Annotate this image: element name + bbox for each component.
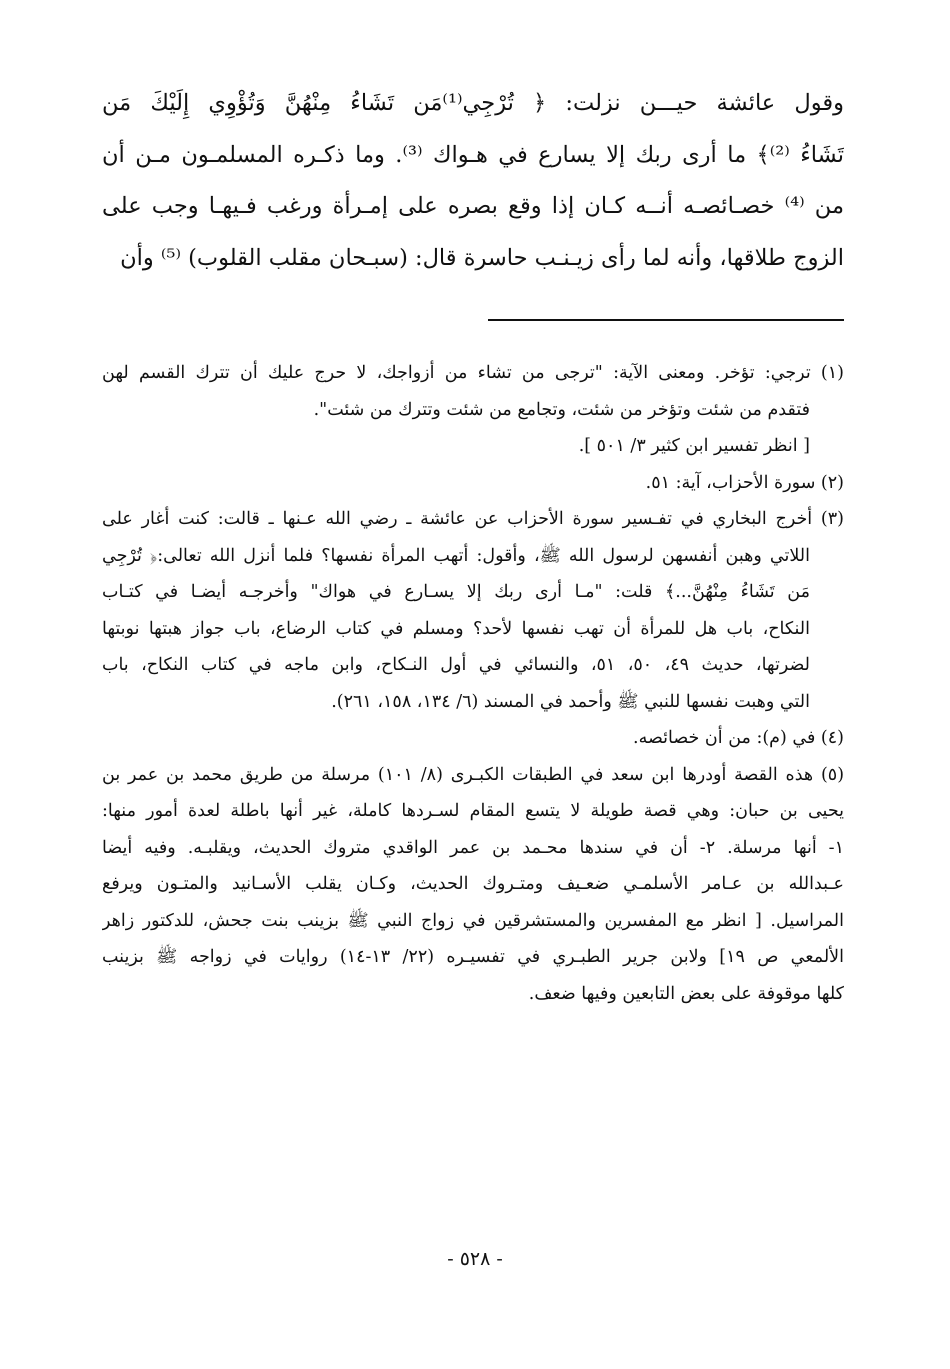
footnote-line: (٢) سورة الأحزاب، آية: ٥١. (645, 472, 844, 493)
footnote-line: (٥) هذه القصة أودرها ابن سعد في الطبقات الكبـرى (٨/ ١٠١) مرسلة من طريق محمد بن عمر بن (102, 764, 844, 785)
footnote-4 (102, 720, 844, 757)
footnote-line: يحيى بن حبان: وهي قصة طويلة لا يتسع المقام لسـردها كاملة، غير أنها باطلة لعدة أمور منها: (102, 801, 844, 821)
main-text-line: الزوج طلاقها، وأنه لما رأى زيـنـب حاسرة قال: (سبـحان مقلب القلوب) ⁽⁵⁾ وأن (120, 244, 844, 271)
footnote-3 (102, 501, 844, 720)
footnote-line: اللاتي وهبن أنفسهن لرسول الله ﷺ، وأقول: أتهب المرأة نفسها؟ فلما أنزل الله تعالى:﴿ تُرْجِي (102, 545, 810, 566)
footnote-2 (102, 465, 844, 502)
footnote-line: [ انظر تفسير ابن كثير ٣/ ٥٠١ ]. (578, 436, 810, 456)
footnote-line: النكاح، باب هل للمرأة أن تهب نفسها لأحد؟ ومسلم في كتاب الرضاع، باب جواز هبتها نوبتها (102, 618, 810, 639)
footnote-line: عـبدالله بن عـامر الأسلمـي ضعـيف ومتـروك الحديث، وكـان يقلب الأسـانيد والمتـون ويرفع (102, 874, 844, 894)
footnote-line: كلها موقوفة على بعض التابعين وفيها ضعف. (528, 983, 844, 1004)
footnote-line: لضرتها، حديث ٤٩، ٥٠، ٥١، والنسائي في أول النـكاح، وابن ماجه في كتاب النكاح، باب (102, 655, 811, 675)
main-text-line: من ⁽⁴⁾ خصـائصـه أنــه كـان إذا وقع بصره على إمـرأة ورغب فـيهـا وجب على (102, 193, 844, 219)
footnote-divider (488, 319, 844, 321)
footnote-1 (102, 355, 844, 465)
footnote-line: ١- أنها مرسلة. ٢- أن في سندها محـمد بن عمر الواقدي متروك الحديث، ويقلبـه. وفيه أيضا (102, 837, 844, 858)
footnote-line: المراسيل. [ انظر مع المفسرين والمستشرقين في زواج النبي ﷺ بزينب بنت جحش، للدكتور زاهر (102, 910, 844, 931)
page-number: - ٥٢٨ - (447, 1248, 503, 1270)
footnote-line: (١) ترجي: تؤخر. ومعنى الآية: "ترجى من تشاء من أزواجك، لا حرج عليك أن تترك القسم لهن (102, 363, 844, 383)
footnotes (102, 355, 844, 1012)
footnote-line: (٣) أخرج البخاري في تفـسير سورة الأحزاب عن عائشة ـ رضي الله عـنها ـ قالت: كنت أغار على (102, 509, 844, 529)
footnote-line: التي وهبت نفسها للنبي ﷺ وأحمد في المسند (٦/ ١٣٤، ١٥٨، ٢٦١). (331, 691, 810, 712)
footnote-line: فتقدم من شئت وتؤخر من شئت، وتجامع من شئت وتترك من شئت". (313, 399, 810, 420)
footnote-line: (٤) في (م): من أن خصائصه. (633, 728, 844, 748)
footnote-line: الألمعي ص ١٩] ولابن جرير الطبـري في تفسيـره (٢٢/ ١٣-١٤) روايات في زواجه ﷺ بزينب (102, 947, 844, 967)
main-text-line: وقول عائشة حيـــن نزلت: ﴿ تُرْجِي⁽¹⁾مَن تَشَاءُ مِنْهُنَّ وَتُؤْوِي إِلَيْكَ مَن (102, 90, 844, 116)
footnote-5 (102, 757, 844, 1013)
main-text-line: تَشَاءُ ⁽²⁾﴾ ما أرى ربك إلا يسارع في هـواك ⁽³⁾. وما ذكـره المسلمـون مـن أن (102, 141, 844, 168)
main-text (102, 78, 844, 284)
footnote-line: مَن تَشَاءُ مِنْهُنَّ...﴾ قلت: "مـا أرى ربك إلا يسـارع في هواك" وأخرجـه أيضـا في كتـاب (102, 582, 810, 602)
